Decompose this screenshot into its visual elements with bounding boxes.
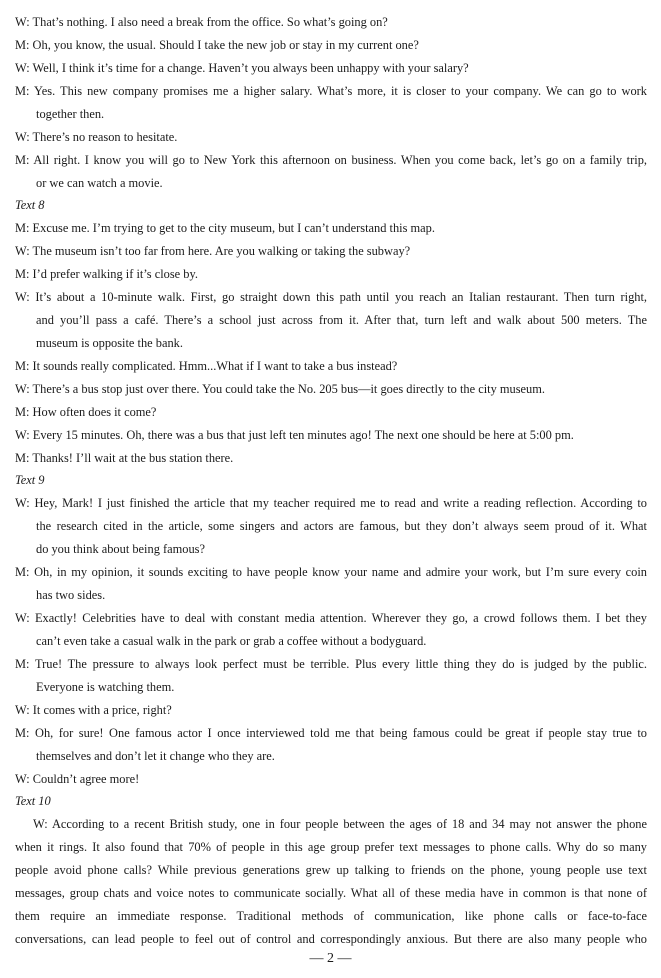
- dialogue-line: M: Yes. This new company promises me a higher salary. What’s more, it is closer to your company. We can go to work: [15, 84, 647, 98]
- dialogue-line: M: It sounds really complicated. Hmm...What if I want to take a bus instead?: [15, 359, 398, 373]
- paragraph-line: W: According to a recent British study, one in four people between the ages of 18 and 34 may not answer the phone: [33, 817, 647, 831]
- dialogue-line: W: It comes with a price, right?: [15, 703, 172, 717]
- dialogue-line: M: Oh, for sure! One famous actor I once interviewed told me that being famous could be great if people stay true to: [15, 726, 647, 740]
- dialogue-line: W: It’s about a 10-minute walk. First, go straight down this path until you reach an Italian restaurant. Then turn right,: [15, 290, 647, 304]
- paragraph-line: when it rings. It also found that 70% of people in this age group prefer text messages to phone calls. Why do so many: [15, 840, 647, 854]
- dialogue-continuation: and you’ll pass a café. There’s a school just across from it. After that, turn left and walk about 500 meters. The: [36, 313, 647, 327]
- dialogue-line: W: Hey, Mark! I just finished the article that my teacher required me to read and write a reading reflection. According to: [15, 496, 647, 510]
- dialogue-continuation: Everyone is watching them.: [36, 680, 175, 694]
- dialogue-line: M: True! The pressure to always look perfect must be terrible. Plus every little thing they do is judged by the public.: [15, 657, 647, 671]
- dialogue-line: M: Oh, you know, the usual. Should I take the new job or stay in my current one?: [15, 38, 419, 52]
- dialogue-line: W: There’s a bus stop just over there. You could take the No. 205 bus—it goes directly to the city museum.: [15, 382, 545, 396]
- dialogue-line: W: That’s nothing. I also need a break from the office. So what’s going on?: [15, 15, 388, 29]
- paragraph-line: people avoid phone calls? While previous generations grew up talking to friends on the phone, young people use text: [15, 863, 647, 877]
- dialogue-continuation: or we can watch a movie.: [36, 176, 163, 190]
- dialogue-continuation: can’t even take a casual walk in the park or grab a coffee without a bodyguard.: [36, 634, 427, 648]
- dialogue-line: M: I’d prefer walking if it’s close by.: [15, 267, 198, 281]
- dialogue-line: M: How often does it come?: [15, 405, 157, 419]
- section-heading: Text 9: [15, 473, 45, 487]
- dialogue-line: M: Thanks! I’ll wait at the bus station there.: [15, 451, 234, 465]
- dialogue-line: M: Excuse me. I’m trying to get to the city museum, but I can’t understand this map.: [15, 221, 435, 235]
- dialogue-line: W: The museum isn’t too far from here. Are you walking or taking the subway?: [15, 244, 411, 258]
- paragraph-line: them require an immediate response. Traditional methods of communication, like phone calls or face-to-face: [15, 909, 647, 923]
- dialogue-continuation: the research cited in the article, some singers and actors are famous, but they don’t always seem proud of it. What: [36, 519, 647, 533]
- dialogue-continuation: has two sides.: [36, 588, 106, 602]
- dialogue-line: W: Exactly! Celebrities have to deal with constant media attention. Wherever they go, a crowd follows them. I bet they: [15, 611, 647, 625]
- dialogue-line: M: Oh, in my opinion, it sounds exciting to have people know your name and admire your work, but I’m sure every coin: [15, 565, 647, 579]
- page-number: — 2 —: [309, 951, 352, 966]
- dialogue-continuation: museum is opposite the bank.: [36, 336, 183, 350]
- dialogue-continuation: together then.: [36, 107, 105, 121]
- dialogue-line: W: Well, I think it’s time for a change. Haven’t you always been unhappy with your salary?: [15, 61, 469, 75]
- dialogue-line: W: Couldn’t agree more!: [15, 772, 140, 786]
- section-heading: Text 10: [15, 794, 51, 808]
- dialogue-line: M: All right. I know you will go to New York this afternoon on business. When you come back, let’s go on a family trip,: [15, 153, 647, 167]
- dialogue-line: W: Every 15 minutes. Oh, there was a bus that just left ten minutes ago! The next one should be here at 5:00 pm.: [15, 428, 574, 442]
- dialogue-continuation: do you think about being famous?: [36, 542, 205, 556]
- dialogue-line: W: There’s no reason to hesitate.: [15, 130, 178, 144]
- section-heading: Text 8: [15, 198, 45, 212]
- paragraph-line: messages, group chats and voice notes to communicate socially. What all of these media have in common is that none of: [15, 886, 647, 900]
- dialogue-continuation: themselves and don’t let it change who they are.: [36, 749, 275, 763]
- paragraph-line: conversations, can lead people to feel out of control and correspondingly anxious. But there are also many people who: [15, 932, 647, 946]
